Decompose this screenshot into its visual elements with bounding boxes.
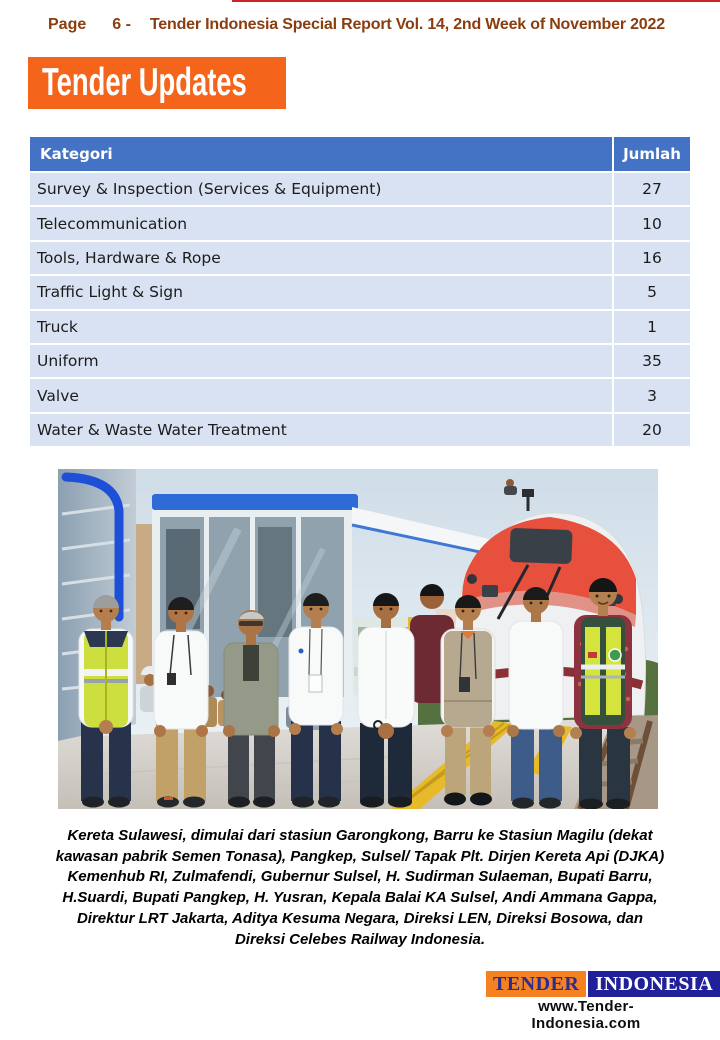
photo-caption	[40, 826, 680, 950]
tender-indonesia-logo	[486, 971, 714, 997]
banner-title: Tender Updates	[42, 61, 247, 104]
cell-jumlah: 20	[612, 414, 690, 446]
table-row	[30, 207, 690, 241]
cell-jumlah: 1	[612, 311, 690, 343]
table-row	[30, 173, 690, 207]
column-header-kategori: Kategori	[40, 145, 113, 163]
table-row	[30, 242, 690, 276]
page-label: Page	[48, 16, 87, 33]
table-row	[30, 276, 690, 310]
caption-line: Kemenhub RI, Zulmafendi, Gubernur Sulsel, H. Sudirman Sulaeman, Bupati Barru,	[67, 868, 653, 886]
cell-jumlah: 16	[612, 242, 690, 274]
website-url: www.Tender-Indonesia.com	[531, 998, 641, 1032]
cell-kategori: Water & Waste Water Treatment	[37, 420, 287, 439]
cell-kategori: Valve	[37, 386, 79, 405]
group-photo	[58, 469, 658, 809]
table-row	[30, 345, 690, 379]
caption-line: H.Suardi, Bupati Pangkep, H. Yusran, Kepala Balai KA Sulsel, Andi Ammana Gappa,	[62, 889, 658, 907]
logo-tender: TENDER	[486, 971, 586, 997]
caption-line: Direktur LRT Jakarta, Aditya Kesuma Negara, Direksi LEN, Direksi Bosowa, dan	[76, 909, 644, 927]
cell-jumlah: 10	[612, 207, 690, 239]
cell-kategori: Truck	[37, 317, 78, 336]
photo-illustration	[58, 469, 658, 809]
tender-updates-banner	[28, 57, 286, 109]
footer-logo	[486, 971, 714, 1032]
cell-jumlah: 27	[612, 173, 690, 205]
cell-jumlah: 5	[612, 276, 690, 308]
cell-kategori: Telecommunication	[37, 214, 188, 233]
logo-indonesia: INDONESIA	[588, 971, 720, 997]
caption-line: Kereta Sulawesi, dimulai dari stasiun Garongkong, Barru ke Stasiun Magilu (dekat	[67, 827, 653, 844]
cell-kategori: Uniform	[37, 352, 99, 371]
report-title: Tender Indonesia Special Report Vol. 14, 2nd Week of November 2022	[149, 16, 665, 33]
table-row	[30, 379, 690, 413]
cell-kategori: Traffic Light & Sign	[37, 283, 183, 302]
page-number: 6 -	[112, 16, 131, 33]
cell-kategori: Tools, Hardware & Rope	[37, 248, 221, 267]
table-header-row	[30, 137, 690, 173]
cell-jumlah: 35	[612, 345, 690, 377]
page-header	[0, 12, 720, 38]
table-row	[30, 414, 690, 448]
caption-line: Direksi Celebes Railway Indonesia.	[234, 930, 486, 948]
caption-line: kawasan pabrik Semen Tonasa), Pangkep, Sulsel/ Tapak Plt. Dirjen Kereta Api (DJKA)	[55, 847, 665, 865]
cell-jumlah: 3	[612, 379, 690, 411]
tender-category-table	[30, 137, 690, 448]
top-red-rule	[232, 0, 720, 2]
column-header-jumlah: Jumlah	[612, 137, 690, 171]
table-row	[30, 311, 690, 345]
cell-kategori: Survey & Inspection (Services & Equipment)	[37, 180, 382, 199]
